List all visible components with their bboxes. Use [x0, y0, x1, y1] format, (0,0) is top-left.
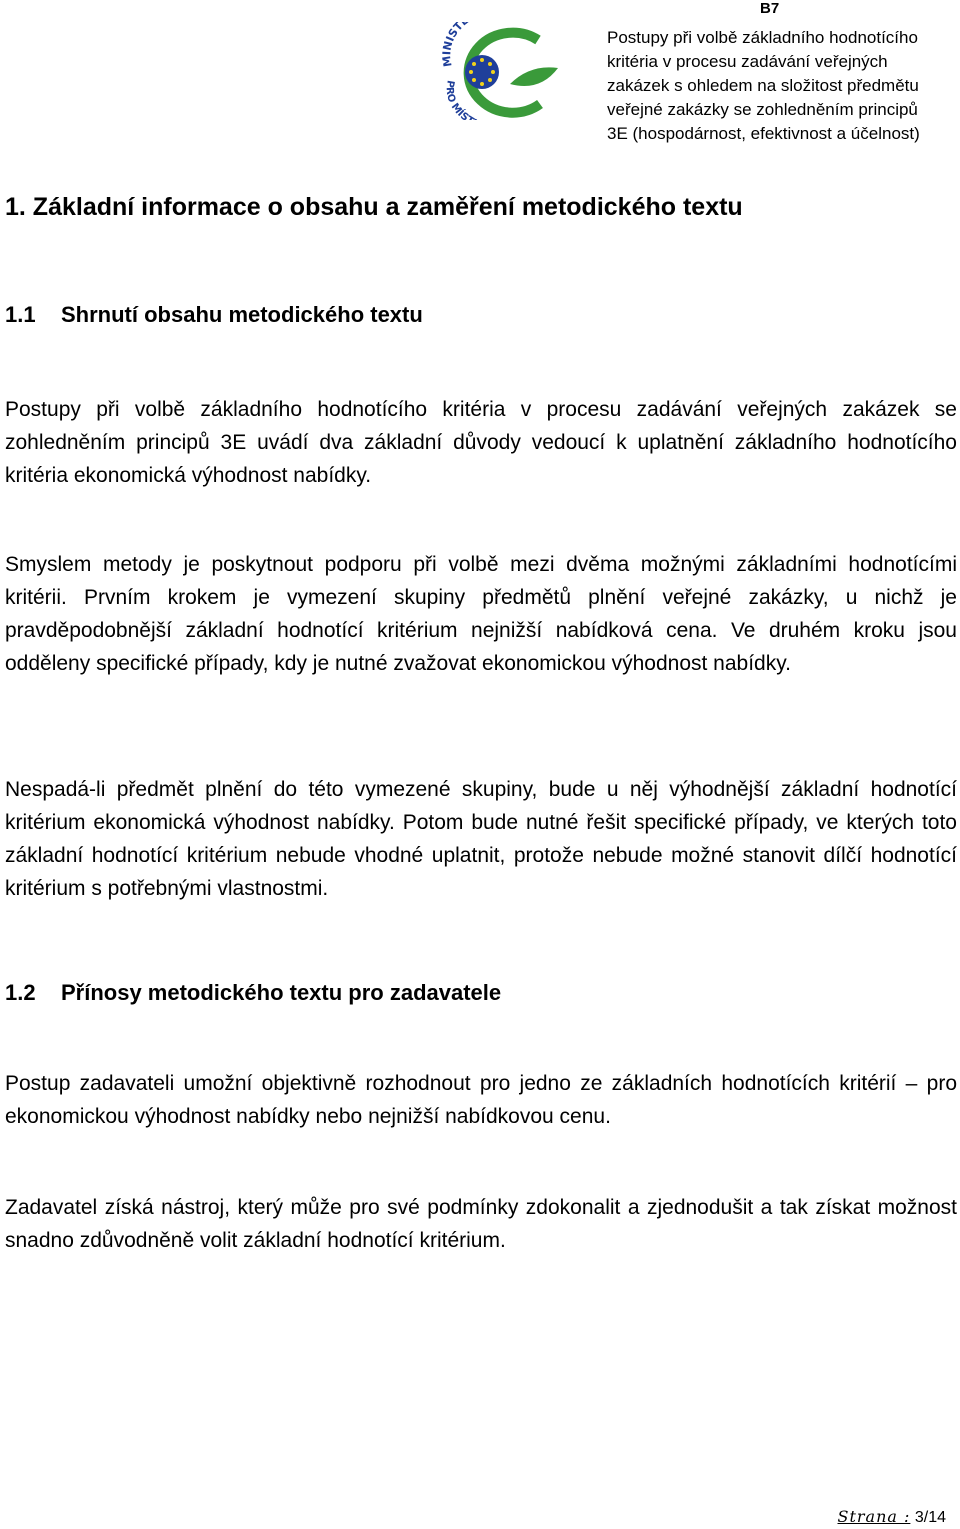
paragraph: Smyslem metody je poskytnout podporu při volbě mezi dvěma možnými základními hodnotícími kritérii. Prvním krokem je vymezení skupiny předmětů plnění veřejné zakázky, u nichž je pravděpodobnější základní hodnotící kritérium nejnižší nabídková cena. Ve druhém kroku jsou odděleny specifické případy, kdy je nutné zvažovat ekonomickou výhodnost nabídky.: [5, 553, 957, 675]
header-title-line: veřejné zakázky se zohledněním principů: [607, 100, 918, 119]
page-label: Strana :: [837, 1507, 911, 1526]
subsection-title: Shrnutí obsahu metodického textu: [61, 302, 423, 327]
header-title-line: zakázek s ohledem na složitost předmětu: [607, 76, 919, 95]
paragraph: Zadavatel získá nástroj, který může pro své podmínky zdokonalit a zjednodušit a tak získat možnost snadno zdůvodněně volit základní hodnotící kritérium.: [5, 1196, 957, 1252]
logo-text-bottom: PRO MÍS: [443, 79, 471, 120]
document-code: B7: [760, 0, 780, 17]
ministry-logo: [440, 22, 570, 120]
subsection-heading: [5, 302, 423, 328]
subsection-title: Přínosy metodického textu pro zadavatele: [61, 980, 502, 1005]
subsection-number: 1.1: [5, 302, 36, 327]
header-title-line: Postupy při volbě základního hodnotícího: [607, 28, 918, 47]
header-title-line: 3E (hospodárnost, efektivnost a účelnost): [607, 124, 920, 143]
header-title-line: kritéria v procesu zadávání veřejných: [607, 52, 888, 71]
subsection-heading: [5, 980, 501, 1006]
page-number: 3/14: [914, 1509, 946, 1526]
paragraph: Postup zadavateli umožní objektivně rozhodnout pro jedno ze základních hodnotících kritérií – pro ekonomickou výhodnost nabídky nebo nejnižší nabídkovou cenu.: [5, 1072, 957, 1128]
paragraph: Postupy při volbě základního hodnotícího kritéria v procesu zadávání veřejných zakázek se zohledněním principů 3E uvádí dva základní důvody vedoucí k uplatnění základního hodnotícího kritéria ekonomická výhodnost nabídky.: [5, 398, 957, 487]
page-footer: [838, 1507, 947, 1527]
header-title: [607, 26, 952, 146]
section-heading: 1. Základní informace o obsahu a zaměření metodického textu: [5, 193, 743, 221]
logo-text-top: MINIST: [440, 22, 466, 68]
paragraph: Nespadá-li předmět plnění do této vymezené skupiny, bude u něj výhodnější základní hodnotící kritérium ekonomická výhodnost nabídky. Potom bude nutné řešit specifické případy, ve kterých toto základní hodnotící kritérium nebude vhodné uplatnit, protože nebude možné stanovit dílčí hodnotící kritérium s potřebnými vlastnostmi.: [5, 778, 957, 900]
subsection-number: 1.2: [5, 980, 36, 1005]
